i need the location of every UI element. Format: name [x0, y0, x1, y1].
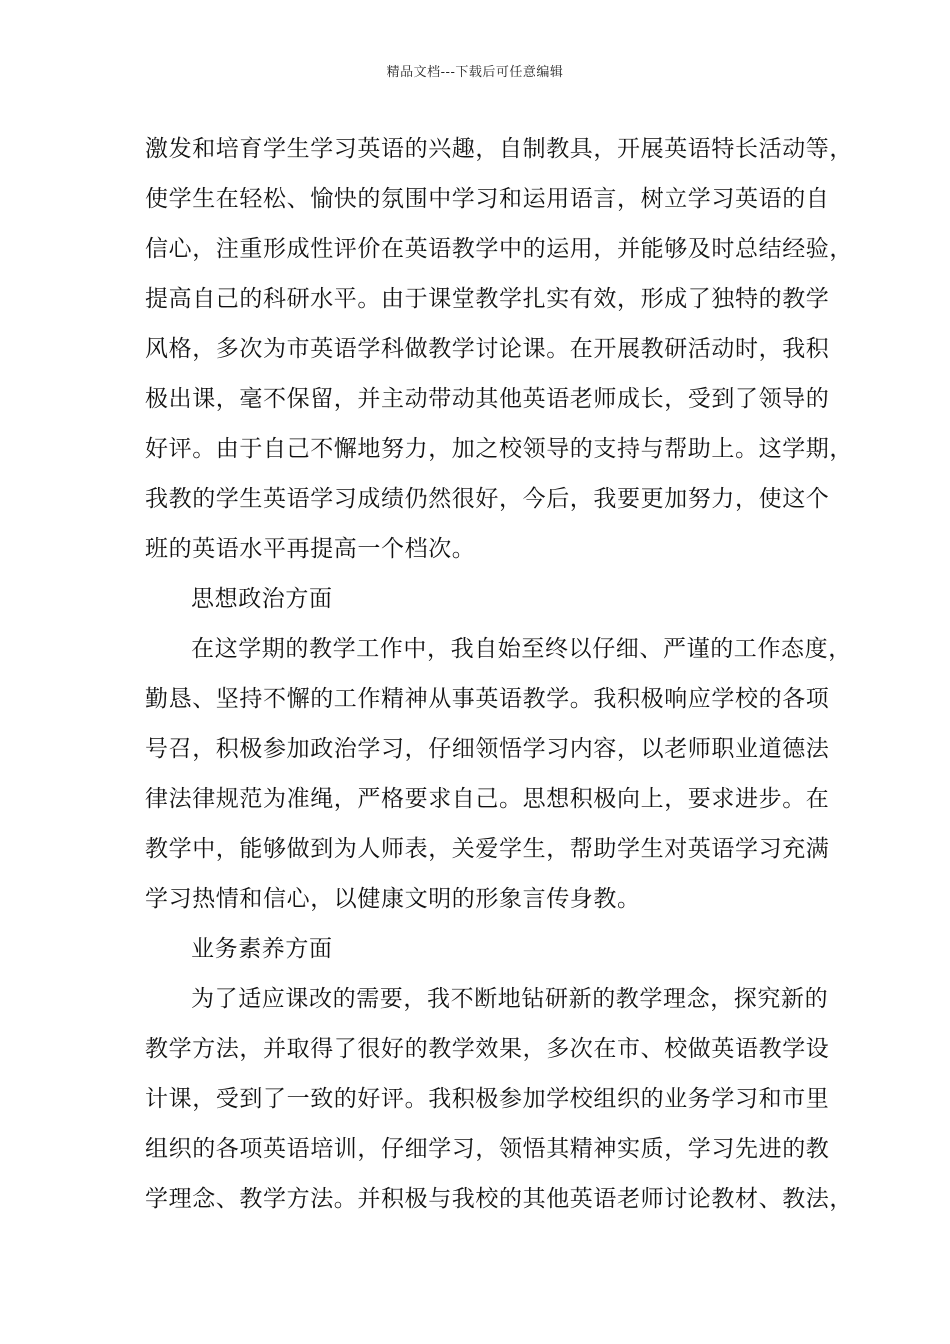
text-line: 律法律规范为准绳，严格要求自己。思想积极向上，要求进步。在 [145, 786, 830, 812]
text-line: 我教的学生英语学习成绩仍然很好，今后，我要更加努力，使这个 [145, 486, 830, 512]
section-heading: 思想政治方面 [191, 586, 333, 612]
text-line: 学习热情和信心，以健康文明的形象言传身教。 [145, 886, 641, 912]
document-body [145, 124, 853, 1224]
text-line: 风格，多次为市英语学科做教学讨论课。在开展教研活动时，我积 [145, 336, 830, 362]
text-line: 信心，注重形成性评价在英语教学中的运用，并能够及时总结经验， [145, 236, 853, 262]
section-heading: 业务素养方面 [191, 936, 333, 962]
text-line: 勤恳、坚持不懈的工作精神从事英语教学。我积极响应学校的各项 [145, 686, 830, 712]
text-line: 极出课，毫不保留，并主动带动其他英语老师成长，受到了领导的 [145, 386, 830, 412]
page-header: 精品文档---下载后可任意编辑 [386, 65, 564, 80]
text-line: 好评。由于自己不懈地努力，加之校领导的支持与帮助上。这学期， [145, 436, 853, 462]
text-line: 为了适应课改的需要，我不断地钻研新的教学理念，探究新的 [191, 986, 829, 1012]
text-line: 学理念、教学方法。并积极与我校的其他英语老师讨论教材、教法， [145, 1186, 853, 1212]
text-line: 号召，积极参加政治学习，仔细领悟学习内容，以老师职业道德法 [145, 736, 830, 762]
text-line: 计课，受到了一致的好评。我积极参加学校组织的业务学习和市里 [145, 1086, 830, 1112]
text-line: 班的英语水平再提高一个档次。 [145, 536, 476, 562]
text-line: 在这学期的教学工作中，我自始至终以仔细、严谨的工作态度， [191, 636, 852, 662]
text-line: 教学中，能够做到为人师表，关爱学生，帮助学生对英语学习充满 [145, 836, 830, 862]
text-line: 激发和培育学生学习英语的兴趣，自制教具，开展英语特长活动等， [145, 136, 853, 162]
text-line: 教学方法，并取得了很好的教学效果，多次在市、校做英语教学设 [145, 1036, 830, 1062]
text-line: 组织的各项英语培训，仔细学习，领悟其精神实质，学习先进的教 [145, 1136, 830, 1162]
text-line: 提高自己的科研水平。由于课堂教学扎实有效，形成了独特的教学 [145, 286, 830, 312]
text-line: 使学生在轻松、愉快的氛围中学习和运用语言，树立学习英语的自 [145, 186, 830, 212]
